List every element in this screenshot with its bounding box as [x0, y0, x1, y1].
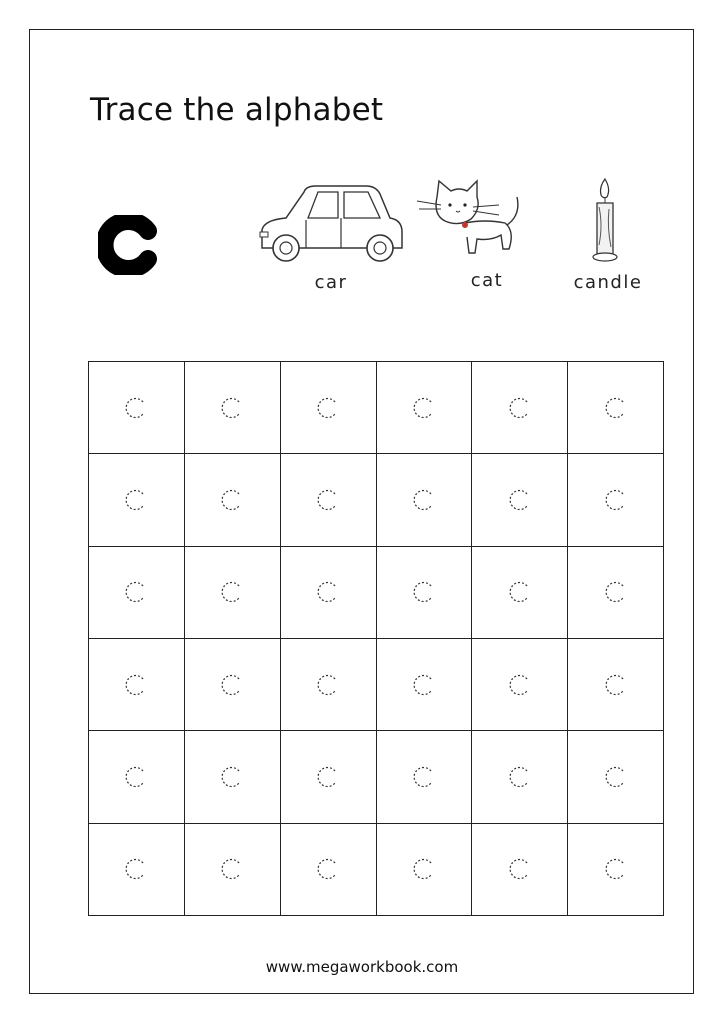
trace-cell[interactable] — [568, 362, 664, 454]
footer-url: www.megaworkbook.com — [265, 958, 459, 976]
trace-cell[interactable] — [185, 547, 281, 639]
dotted-letter-c — [508, 673, 532, 697]
dotted-letter-c — [124, 396, 148, 420]
trace-cell[interactable] — [281, 454, 377, 546]
dotted-letter-c — [316, 580, 340, 604]
dotted-letter-c — [220, 857, 244, 881]
trace-cell[interactable] — [377, 362, 473, 454]
dotted-letter-c — [316, 765, 340, 789]
dotted-letter-c — [604, 673, 628, 697]
letter-c-glyph — [98, 215, 158, 275]
dotted-letter-c — [316, 673, 340, 697]
dotted-letter-c — [124, 488, 148, 512]
trace-cell[interactable] — [472, 639, 568, 731]
trace-cell[interactable] — [377, 731, 473, 823]
candle-icon — [585, 175, 625, 265]
trace-cell[interactable] — [185, 731, 281, 823]
trace-cell[interactable] — [568, 824, 664, 916]
dotted-letter-c — [508, 488, 532, 512]
trace-cell[interactable] — [89, 454, 185, 546]
dotted-letter-c — [412, 580, 436, 604]
trace-cell[interactable] — [377, 454, 473, 546]
dotted-letter-c — [508, 765, 532, 789]
trace-cell[interactable] — [472, 824, 568, 916]
trace-cell[interactable] — [281, 824, 377, 916]
picture-label-candle: candle — [573, 272, 643, 293]
trace-cell[interactable] — [185, 362, 281, 454]
dotted-letter-c — [412, 673, 436, 697]
dotted-letter-c — [412, 765, 436, 789]
dotted-letter-c — [412, 396, 436, 420]
dotted-letter-c — [220, 396, 244, 420]
dotted-letter-c — [604, 488, 628, 512]
trace-cell[interactable] — [568, 731, 664, 823]
trace-cell[interactable] — [281, 731, 377, 823]
trace-cell[interactable] — [472, 547, 568, 639]
dotted-letter-c — [508, 580, 532, 604]
page-title: Trace the alphabet — [90, 92, 384, 128]
dotted-letter-c — [508, 396, 532, 420]
dotted-letter-c — [220, 580, 244, 604]
dotted-letter-c — [124, 673, 148, 697]
car-icon — [256, 180, 406, 265]
picture-label-car: car — [314, 272, 348, 293]
trace-cell[interactable] — [89, 824, 185, 916]
dotted-letter-c — [604, 396, 628, 420]
dotted-letter-c — [412, 857, 436, 881]
trace-cell[interactable] — [89, 547, 185, 639]
dotted-letter-c — [220, 488, 244, 512]
picture-label-cat: cat — [470, 270, 504, 291]
dotted-letter-c — [124, 765, 148, 789]
trace-cell[interactable] — [281, 639, 377, 731]
dotted-letter-c — [412, 488, 436, 512]
cat-icon — [415, 175, 530, 260]
dotted-letter-c — [124, 580, 148, 604]
trace-cell[interactable] — [185, 454, 281, 546]
dotted-letter-c — [604, 580, 628, 604]
trace-cell[interactable] — [377, 824, 473, 916]
dotted-letter-c — [316, 857, 340, 881]
trace-cell[interactable] — [185, 824, 281, 916]
trace-cell[interactable] — [89, 639, 185, 731]
dotted-letter-c — [220, 673, 244, 697]
trace-cell[interactable] — [377, 547, 473, 639]
trace-cell[interactable] — [89, 362, 185, 454]
dotted-letter-c — [220, 765, 244, 789]
dotted-letter-c — [124, 857, 148, 881]
trace-cell[interactable] — [472, 362, 568, 454]
trace-cell[interactable] — [472, 454, 568, 546]
trace-cell[interactable] — [281, 547, 377, 639]
trace-cell[interactable] — [568, 639, 664, 731]
dotted-letter-c — [316, 488, 340, 512]
tracing-grid — [88, 361, 664, 916]
trace-cell[interactable] — [472, 731, 568, 823]
trace-cell[interactable] — [89, 731, 185, 823]
trace-cell[interactable] — [568, 454, 664, 546]
dotted-letter-c — [508, 857, 532, 881]
trace-cell[interactable] — [281, 362, 377, 454]
trace-cell[interactable] — [185, 639, 281, 731]
trace-cell[interactable] — [568, 547, 664, 639]
trace-cell[interactable] — [377, 639, 473, 731]
dotted-letter-c — [316, 396, 340, 420]
dotted-letter-c — [604, 857, 628, 881]
dotted-letter-c — [604, 765, 628, 789]
